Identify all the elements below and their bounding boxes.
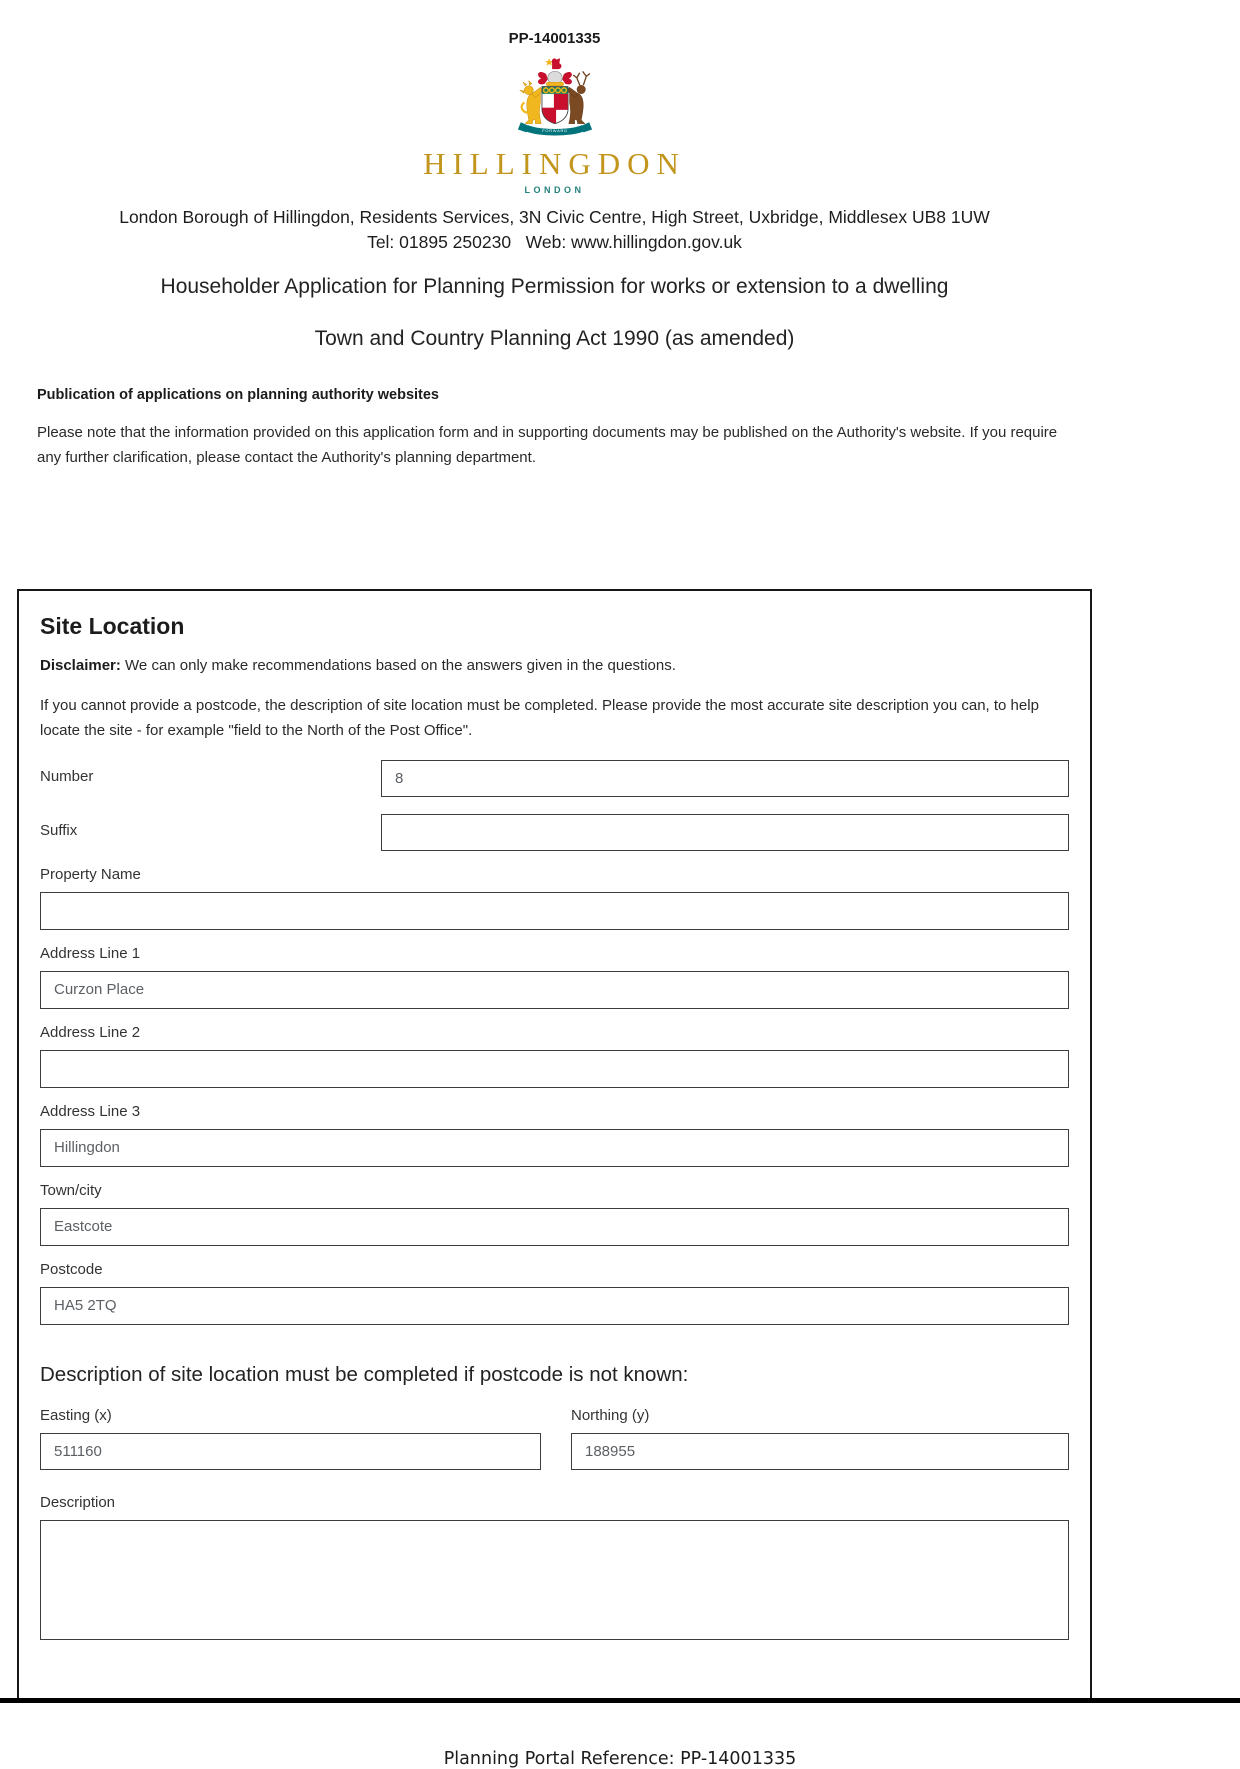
motto-ribbon-icon	[517, 122, 591, 135]
site-description-heading: Description of site location must be completed if postcode is not known:	[40, 1362, 689, 1386]
form-subtitle: Town and Country Planning Act 1990 (as amended)	[314, 327, 795, 350]
coat-of-arms-icon	[507, 56, 603, 139]
motto-text: FORWARD	[541, 128, 568, 134]
address-line-3-input[interactable]	[40, 1129, 1069, 1167]
address-line-1-input[interactable]	[40, 971, 1069, 1009]
postcode-field-row	[40, 1261, 1069, 1325]
crest-beast-icon	[551, 58, 561, 69]
easting-input[interactable]	[40, 1433, 541, 1470]
page-break-divider	[0, 1698, 1240, 1703]
hillingdon-wordmark: HILLINGDON	[423, 146, 686, 181]
easting-field	[40, 1407, 541, 1470]
address-line-2-label: Address Line 2	[40, 1023, 141, 1041]
town-city-input[interactable]	[40, 1208, 1069, 1246]
site-location-heading: Site Location	[40, 612, 185, 639]
easting-label: Easting (x)	[40, 1406, 112, 1424]
disclaimer-text	[40, 657, 1069, 674]
mantling-left-icon	[538, 72, 548, 84]
northing-input[interactable]	[571, 1433, 1069, 1470]
description-field-row	[40, 1494, 1069, 1640]
authority-contact: Tel: 01895 250230 Web: www.hillingdon.gov.uk	[367, 232, 742, 252]
number-field-row	[40, 760, 1069, 797]
northing-field	[571, 1407, 1069, 1470]
authority-address: London Borough of Hillingdon, Residents Services, 3N Civic Centre, High Street, Uxbridge, Middlesex UB8 1UW	[119, 207, 990, 227]
torse-icon	[546, 82, 563, 86]
publication-notice-body: Please note that the information provided on this application form and in supporting documents may be published on the Authority's website. If you require any further clarification, please contact the Authority's planning department.	[37, 424, 1058, 466]
disclaimer-body: We can only make recommendations based on the answers given in the questions.	[120, 656, 676, 674]
postcode-label: Postcode	[40, 1260, 103, 1278]
number-field-label: Number	[40, 767, 94, 785]
postcode-input[interactable]	[40, 1287, 1069, 1325]
publication-notice-heading: Publication of applications on planning authority websites	[37, 387, 439, 403]
address-line-3-label: Address Line 3	[40, 1102, 141, 1120]
form-header	[17, 0, 1092, 351]
hillingdon-crest-logo	[17, 56, 1092, 195]
address-line-2-field-row	[40, 1024, 1069, 1088]
number-input[interactable]	[381, 760, 1069, 797]
stag-supporter-icon	[567, 71, 590, 123]
suffix-input[interactable]	[381, 814, 1069, 851]
northing-label: Northing (y)	[571, 1406, 650, 1424]
address-line-1-label: Address Line 1	[40, 944, 141, 962]
town-city-label: Town/city	[40, 1181, 102, 1199]
london-wordmark: LONDON	[524, 185, 585, 195]
address-line-2-input[interactable]	[40, 1050, 1069, 1088]
address-line-1-field-row	[40, 945, 1069, 1009]
property-name-field-row	[40, 866, 1069, 930]
shield-icon	[541, 87, 567, 124]
property-name-input[interactable]	[40, 892, 1069, 930]
footer-reference: Planning Portal Reference: PP-14001335	[443, 1748, 797, 1769]
property-name-label: Property Name	[40, 865, 141, 883]
suffix-field-label: Suffix	[40, 821, 78, 839]
lion-supporter-icon	[520, 81, 543, 124]
description-textarea[interactable]	[40, 1520, 1069, 1640]
publication-notice	[17, 387, 1092, 471]
description-label: Description	[40, 1493, 116, 1511]
address-line-3-field-row	[40, 1103, 1069, 1167]
coordinates-row	[40, 1407, 1069, 1470]
application-reference: PP-14001335	[508, 30, 601, 47]
mantling-right-icon	[562, 72, 572, 84]
town-city-field-row	[40, 1182, 1069, 1246]
postcode-instructions: If you cannot provide a postcode, the description of site location must be completed. Please provide the most accurate site description you can, to help locate the site - for example "field to the North of the Post Office".	[40, 696, 1039, 739]
suffix-field-row	[40, 814, 1069, 851]
disclaimer-label: Disclaimer:	[40, 656, 121, 674]
site-location-section	[17, 589, 1092, 1698]
form-title: Householder Application for Planning Permission for works or extension to a dwelling	[160, 275, 949, 298]
